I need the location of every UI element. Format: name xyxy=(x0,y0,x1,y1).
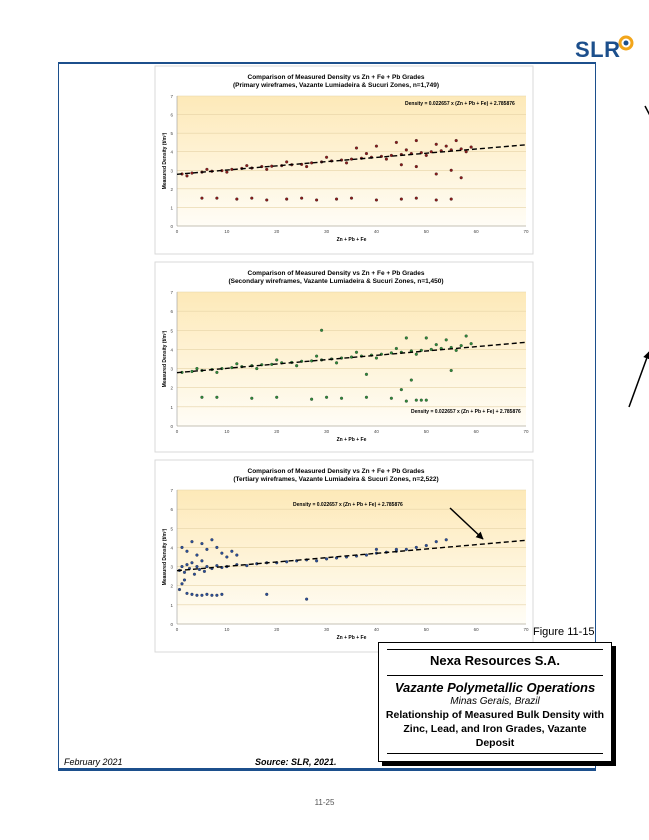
data-point xyxy=(186,550,189,553)
page-number: 11-25 xyxy=(314,798,335,807)
data-point xyxy=(375,199,378,202)
data-point xyxy=(235,554,238,557)
data-point xyxy=(186,592,189,595)
data-point xyxy=(420,399,423,402)
data-point xyxy=(191,593,194,596)
data-point xyxy=(465,150,468,153)
data-point xyxy=(220,552,223,555)
y-tick-label: 6 xyxy=(170,507,173,513)
data-point xyxy=(230,550,233,553)
data-point xyxy=(245,164,248,167)
x-tick-label: 30 xyxy=(324,627,330,632)
chart-title: Comparison of Measured Density vs Zn + Fe + Pb Grades xyxy=(247,468,425,475)
data-point xyxy=(325,156,328,159)
y-tick-label: 2 xyxy=(170,583,173,589)
x-tick-label: 70 xyxy=(523,429,529,434)
y-tick-label: 0 xyxy=(170,224,173,229)
x-tick-label: 60 xyxy=(473,627,479,632)
data-point xyxy=(285,161,288,164)
chart-subtitle: (Secondary wireframes, Vazante Lumiadeira & Sucuri Zones, n=1,450) xyxy=(228,278,444,285)
data-point xyxy=(275,396,278,399)
data-point xyxy=(220,593,223,596)
data-point xyxy=(425,399,428,402)
data-point xyxy=(181,582,184,585)
data-point xyxy=(435,143,438,146)
data-point xyxy=(425,544,428,547)
data-point xyxy=(201,197,204,200)
y-tick-label: 1 xyxy=(170,404,173,410)
trend-equation: Density = 0.022657 x (Zn + Pb + Fe) + 2.785876 xyxy=(411,409,521,415)
data-point xyxy=(465,335,468,338)
data-point xyxy=(435,199,438,202)
x-tick-label: 40 xyxy=(373,229,379,234)
data-point xyxy=(310,398,313,401)
data-point xyxy=(250,197,253,200)
data-point xyxy=(203,570,206,573)
y-tick-label: 4 xyxy=(170,149,173,155)
data-point xyxy=(340,397,343,400)
data-point xyxy=(191,172,194,175)
data-point xyxy=(385,158,388,161)
data-point xyxy=(265,199,268,202)
x-tick-label: 10 xyxy=(224,429,230,434)
data-point xyxy=(250,397,253,400)
data-point xyxy=(300,197,303,200)
project-location: Minas Gerais, Brazil xyxy=(450,696,540,707)
data-point xyxy=(415,139,418,142)
logo-text: SLR xyxy=(575,37,621,62)
y-tick-label: 3 xyxy=(170,564,173,570)
data-point xyxy=(196,565,199,568)
data-point xyxy=(375,357,378,360)
y-axis-label: Measured Density (t/m³) xyxy=(162,528,168,586)
data-point xyxy=(400,198,403,201)
data-point xyxy=(365,152,368,155)
trend-equation: Density = 0.022657 x (Zn + Pb + Fe) + 2.785876 xyxy=(405,101,515,107)
y-tick-label: 7 xyxy=(170,488,173,493)
data-point xyxy=(206,565,209,568)
data-point xyxy=(435,343,438,346)
y-axis-label: Measured Density (t/m³) xyxy=(162,330,168,388)
y-tick-label: 2 xyxy=(170,186,173,192)
data-point xyxy=(365,373,368,376)
data-point xyxy=(201,542,204,545)
x-tick-label: 60 xyxy=(473,229,479,234)
y-tick-label: 0 xyxy=(170,424,173,429)
data-point xyxy=(315,199,318,202)
data-point xyxy=(455,139,458,142)
figure-label: Figure 11-15 xyxy=(533,626,595,638)
data-point xyxy=(415,353,418,356)
equation-arrow xyxy=(629,352,649,407)
data-point xyxy=(335,361,338,364)
y-axis-label: Measured Density (t/m³) xyxy=(162,132,168,190)
x-tick-label: 30 xyxy=(324,429,330,434)
data-point xyxy=(265,168,268,171)
y-tick-label: 7 xyxy=(170,290,173,295)
x-tick-label: 10 xyxy=(224,627,230,632)
chart-panel-1 xyxy=(155,66,649,254)
data-point xyxy=(193,573,196,576)
x-axis-label: Zn + Pb + Fe xyxy=(336,635,367,641)
data-point xyxy=(183,571,186,574)
x-tick-label: 50 xyxy=(423,429,429,434)
data-point xyxy=(445,145,448,148)
data-point xyxy=(435,173,438,176)
x-tick-label: 60 xyxy=(473,429,479,434)
y-tick-label: 3 xyxy=(170,366,173,372)
title-block-rule xyxy=(387,675,603,676)
data-point xyxy=(196,594,199,597)
data-point xyxy=(375,548,378,551)
data-point xyxy=(405,148,408,151)
data-point xyxy=(395,141,398,144)
data-point xyxy=(350,197,353,200)
y-tick-label: 1 xyxy=(170,205,173,211)
data-point xyxy=(215,594,218,597)
y-tick-label: 5 xyxy=(170,328,173,334)
data-point xyxy=(345,161,348,164)
data-point xyxy=(178,588,181,591)
data-point xyxy=(450,169,453,172)
project-name: Vazante Polymetallic Operations xyxy=(394,680,596,695)
data-point xyxy=(460,176,463,179)
title-block xyxy=(378,642,612,762)
y-tick-label: 6 xyxy=(170,112,173,118)
data-point xyxy=(196,367,199,370)
data-point xyxy=(215,371,218,374)
chart-panel-2 xyxy=(155,262,649,452)
data-point xyxy=(405,548,408,551)
data-point xyxy=(325,558,328,561)
data-point xyxy=(405,400,408,403)
trend-equation: Density = 0.022657 x (Zn + Pb + Fe) + 2.785876 xyxy=(293,502,403,508)
data-point xyxy=(215,546,218,549)
data-point xyxy=(445,338,448,341)
data-point xyxy=(215,197,218,200)
data-point xyxy=(196,554,199,557)
data-point xyxy=(415,399,418,402)
data-point xyxy=(183,579,186,582)
data-point xyxy=(285,198,288,201)
company-name: Nexa Resources S.A. xyxy=(429,653,561,668)
data-point xyxy=(355,351,358,354)
data-point xyxy=(470,146,473,149)
data-point xyxy=(206,593,209,596)
data-point xyxy=(191,561,194,564)
data-point xyxy=(201,559,204,562)
data-point xyxy=(435,540,438,543)
data-point xyxy=(235,362,238,365)
data-point xyxy=(415,165,418,168)
data-point xyxy=(225,556,228,559)
data-point xyxy=(315,559,318,562)
data-point xyxy=(400,388,403,391)
data-point xyxy=(320,329,323,332)
data-point xyxy=(395,548,398,551)
chart-subtitle: (Tertiary wireframes, Vazante Lumiadeira & Sucuri Zones, n=2,522) xyxy=(233,476,439,483)
data-point xyxy=(425,154,428,157)
footer-source: Source: SLR, 2021. xyxy=(255,757,337,767)
data-point xyxy=(365,554,368,557)
plot-area xyxy=(177,96,526,226)
y-tick-label: 5 xyxy=(170,131,173,137)
y-tick-label: 0 xyxy=(170,622,173,627)
data-point xyxy=(415,546,418,549)
x-tick-label: 0 xyxy=(175,429,179,434)
data-point xyxy=(186,174,189,177)
data-point xyxy=(450,369,453,372)
data-point xyxy=(295,364,298,367)
y-tick-label: 6 xyxy=(170,309,173,315)
data-point xyxy=(275,359,278,362)
y-tick-label: 1 xyxy=(170,602,173,608)
data-point xyxy=(186,563,189,566)
x-tick-label: 20 xyxy=(274,627,280,632)
plot-area xyxy=(177,490,526,624)
data-point xyxy=(191,540,194,543)
data-point xyxy=(355,147,358,150)
data-point xyxy=(415,197,418,200)
x-tick-label: 20 xyxy=(274,229,280,234)
x-tick-label: 70 xyxy=(523,229,529,234)
data-point xyxy=(365,396,368,399)
title-block-rule xyxy=(387,649,603,650)
x-axis-label: Zn + Pb + Fe xyxy=(336,437,367,443)
x-tick-label: 70 xyxy=(523,627,529,632)
chart-title: Comparison of Measured Density vs Zn + Fe + Pb Grades xyxy=(247,270,425,277)
data-point xyxy=(400,163,403,166)
data-point xyxy=(181,546,184,549)
data-point xyxy=(335,198,338,201)
data-point xyxy=(445,538,448,541)
data-point xyxy=(181,565,184,568)
y-tick-label: 4 xyxy=(170,545,173,551)
plot-area xyxy=(177,292,526,426)
data-point xyxy=(395,347,398,350)
x-tick-label: 40 xyxy=(373,627,379,632)
data-point xyxy=(201,396,204,399)
equation-arrow xyxy=(645,106,649,144)
data-point xyxy=(305,165,308,168)
data-point xyxy=(225,171,228,174)
x-tick-label: 0 xyxy=(175,627,179,632)
chart-panel-3 xyxy=(155,460,533,652)
data-point xyxy=(470,342,473,345)
y-tick-label: 4 xyxy=(170,347,173,353)
footer-date: February 2021 xyxy=(64,757,123,767)
data-point xyxy=(450,198,453,201)
data-point xyxy=(206,548,209,551)
x-tick-label: 30 xyxy=(324,229,330,234)
x-axis-label: Zn + Pb + Fe xyxy=(336,237,367,243)
data-point xyxy=(425,337,428,340)
data-point xyxy=(390,397,393,400)
data-point xyxy=(315,355,318,358)
data-point xyxy=(211,538,214,541)
x-tick-label: 20 xyxy=(274,429,280,434)
chart-subtitle: (Primary wireframes, Vazante Lumiadeira & Sucuri Zones, n=1,749) xyxy=(232,82,440,89)
data-point xyxy=(410,379,413,382)
chart-title: Comparison of Measured Density vs Zn + Fe + Pb Grades xyxy=(247,74,425,81)
y-tick-label: 5 xyxy=(170,526,173,532)
data-point xyxy=(201,594,204,597)
data-point xyxy=(206,168,209,171)
data-point xyxy=(455,349,458,352)
data-point xyxy=(245,564,248,567)
y-tick-label: 3 xyxy=(170,168,173,174)
data-point xyxy=(460,344,463,347)
x-tick-label: 50 xyxy=(423,627,429,632)
x-tick-label: 10 xyxy=(224,229,230,234)
data-point xyxy=(285,560,288,563)
data-point xyxy=(265,593,268,596)
data-point xyxy=(375,145,378,148)
y-tick-label: 7 xyxy=(170,94,173,99)
data-point xyxy=(198,568,201,571)
data-point xyxy=(191,370,194,373)
data-point xyxy=(215,396,218,399)
data-point xyxy=(211,594,214,597)
data-point xyxy=(405,337,408,340)
x-tick-label: 40 xyxy=(373,429,379,434)
data-point xyxy=(325,396,328,399)
x-tick-label: 50 xyxy=(423,229,429,234)
data-point xyxy=(235,198,238,201)
data-point xyxy=(305,598,308,601)
data-point xyxy=(255,367,258,370)
title-block-rule xyxy=(387,753,603,754)
y-tick-label: 2 xyxy=(170,385,173,391)
x-tick-label: 0 xyxy=(175,229,179,234)
figure-description: Relationship of Measured Bulk Density with Zinc, Lead, and Iron Grades, Vazante Deposit xyxy=(385,709,605,749)
